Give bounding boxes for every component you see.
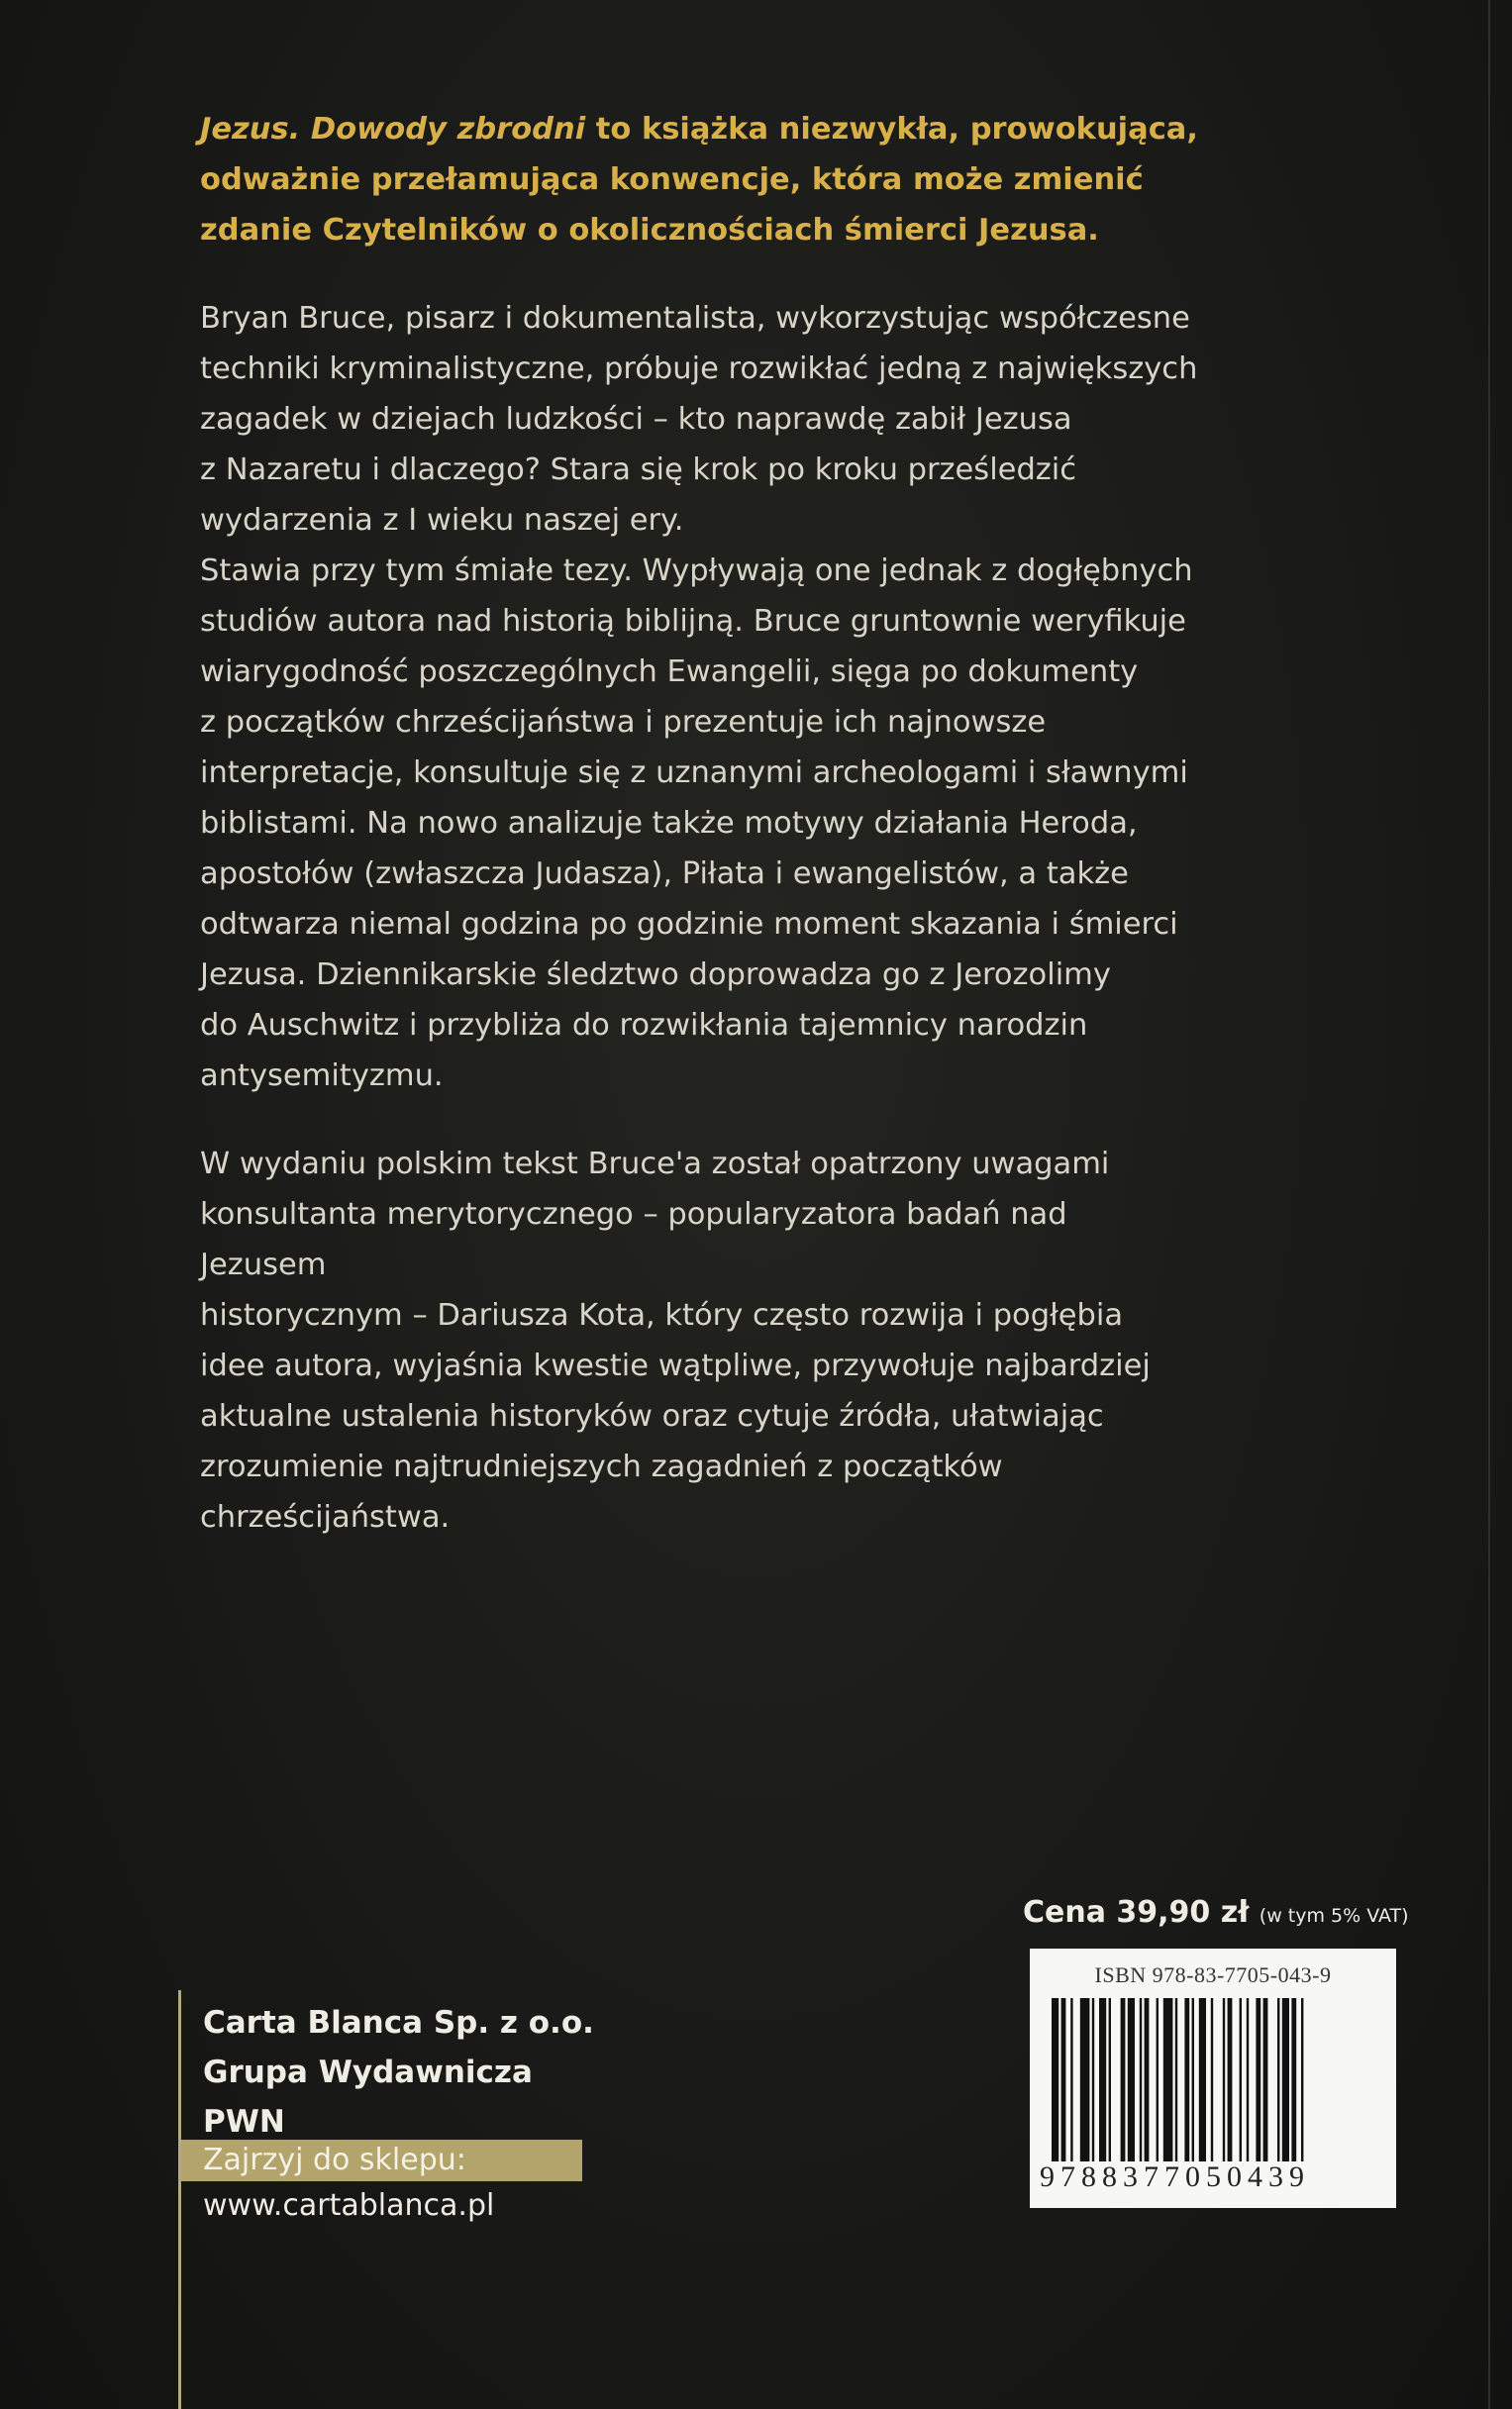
barcode-icon: [1052, 1998, 1374, 2161]
text-line: studiów autora nad historią biblijną. Bruce gruntownie weryfikuje: [200, 604, 1186, 639]
text-line: W wydaniu polskim tekst Bruce'a został opatrzony uwagami: [200, 1147, 1110, 1181]
paragraph-2: [200, 546, 1200, 1101]
text-line: historycznym – Dariusza Kota, który często rozwija i pogłębia: [200, 1298, 1124, 1333]
text-line: zrozumienie najtrudniejszych zagadnień z początków: [200, 1450, 1003, 1484]
text-line: zagadek w dziejach ludzkości – kto naprawdę zabił Jezusa: [200, 402, 1072, 437]
barcode-bar: [1157, 1998, 1159, 2161]
text-line: apostołów (zwłaszcza Judasza), Piłata i ewangelistów, a także: [200, 856, 1129, 891]
barcode-bar: [1282, 1998, 1289, 2161]
paragraph-gap: [200, 1101, 1200, 1139]
barcode-panel: [1030, 1949, 1396, 2208]
text-line: odtwarza niemal godzina po godzinie moment skazania i śmierci: [200, 907, 1178, 942]
publisher-name: Carta Blanca Sp. z o.o.: [203, 2005, 594, 2041]
text-line: idee autora, wyjaśnia kwestie wątpliwe, przywołuje najbardziej: [200, 1349, 1151, 1383]
text-line: Bryan Bruce, pisarz i dokumentalista, wykorzystując współczesne: [200, 301, 1190, 336]
barcode-bar: [1228, 1998, 1233, 2161]
shop-label: Zajrzyj do sklepu:: [203, 2143, 466, 2177]
blurb: [200, 104, 1200, 1543]
text-line: antysemityzmu.: [200, 1058, 444, 1093]
barcode-bar: [1199, 1998, 1206, 2161]
barcode-bar: [1301, 1998, 1303, 2161]
barcode-bar: [1109, 1998, 1111, 2161]
barcode-digits: 9788377050439: [1040, 2160, 1310, 2193]
intro-line: zdanie Czytelników o okolicznościach śmierci Jezusa.: [200, 213, 1099, 248]
barcode-bar: [1175, 1998, 1177, 2161]
text-line: aktualne ustalenia historyków oraz cytuje źródła, ułatwiając: [200, 1399, 1104, 1434]
barcode-bar: [1192, 1998, 1194, 2161]
barcode-bar: [1092, 1998, 1094, 2161]
accent-rule: [178, 1990, 181, 2409]
spine-edge: [1488, 0, 1490, 2409]
barcode-bar: [1184, 1998, 1189, 2161]
barcode-bar: [1070, 1998, 1072, 2161]
intro-line: odważnie przełamująca konwencje, która może zmienić: [200, 162, 1144, 197]
text-line: Jezusa. Dziennikarskie śledztwo doprowadza go z Jerozolimy: [200, 957, 1111, 992]
text-line: wiarygodność poszczególnych Ewangelii, sięga po dokumenty: [200, 654, 1139, 689]
text-line: do Auschwitz i przybliża do rozwikłania tajemnicy narodzin: [200, 1008, 1088, 1043]
price-label: [1023, 1891, 1419, 1938]
text-line: interpretacje, konsultuje się z uznanymi archeologami i sławnymi: [200, 755, 1188, 790]
text-line: konsultanta merytorycznego – popularyzatora badań nad Jezusem: [200, 1197, 1067, 1282]
text-line: chrześcijaństwa.: [200, 1500, 451, 1535]
text-line: Stawia przy tym śmiałe tezy. Wypływają one jednak z dogłębnych: [200, 553, 1193, 588]
barcode-bar: [1263, 1998, 1268, 2161]
barcode-bar: [1099, 1998, 1106, 2161]
publisher-group: Grupa Wydawnicza PWN: [203, 2055, 533, 2140]
barcode-bar: [1277, 1998, 1279, 2161]
publisher-block: [203, 1998, 619, 2147]
barcode-bar: [1291, 1998, 1296, 2161]
paragraph-3: [200, 1139, 1200, 1543]
barcode-bar: [1140, 1998, 1142, 2161]
barcode-bar: [1211, 1998, 1213, 2161]
text-line: biblistami. Na nowo analizuje także motywy działania Heroda,: [200, 806, 1138, 841]
barcode-bar: [1247, 1998, 1249, 2161]
barcode-bar: [1240, 1998, 1242, 2161]
intro-line: to książka niezwykła, prowokująca,: [585, 112, 1198, 147]
book-title: Jezus. Dowody zbrodni: [200, 112, 586, 147]
text-line: z Nazaretu i dlaczego? Stara się krok po kroku prześledzić: [200, 452, 1077, 487]
shop-url[interactable]: www.cartablanca.pl: [203, 2188, 495, 2223]
barcode-bar: [1256, 1998, 1260, 2161]
barcode-bar: [1121, 1998, 1126, 2161]
intro-paragraph: [200, 104, 1200, 255]
text-line: wydarzenia z I wieku naszej ery.: [200, 503, 684, 538]
barcode-bar: [1145, 1998, 1150, 2161]
isbn-text: ISBN 978-83-7705-043-9: [1094, 1962, 1332, 1987]
barcode-bar: [1080, 1998, 1090, 2161]
barcode-bar: [1163, 1998, 1173, 2161]
barcode-bar: [1128, 1998, 1135, 2161]
paragraph-1: [200, 293, 1200, 546]
barcode-bar: [1223, 1998, 1225, 2161]
barcode-bar: [1052, 1998, 1058, 2161]
vat-note: (w tym 5% VAT): [1259, 1905, 1409, 1927]
text-line: techniki kryminalistyczne, próbuje rozwikłać jedną z największych: [200, 351, 1198, 386]
text-line: z początków chrześcijaństwa i prezentuje ich najnowsze: [200, 705, 1047, 740]
price-value: Cena 39,90 zł: [1023, 1895, 1250, 1930]
barcode-bar: [1061, 1998, 1066, 2161]
